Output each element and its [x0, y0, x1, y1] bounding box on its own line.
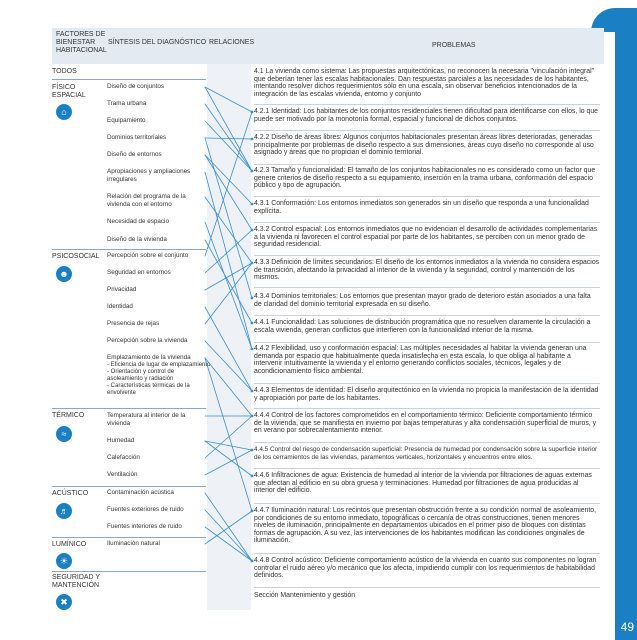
item-seguridad-entornos: Seguridad en entornos [107, 269, 171, 276]
problem-4-2-1: 4.2.1 Identidad: Los habitantes de los conjuntos residenciales tienen dificultad para identificarse con ellos, lo que puede ser motivado por la monotonía formal, espacial y funcional de dichos conjuntos. [254, 108, 598, 123]
header-relaciones: RELACIONES [209, 39, 255, 46]
thermometer-icon: ≈ [56, 426, 72, 442]
item-equipamiento: Equipamiento [107, 117, 146, 124]
problem-4-2-2: 4.2.2 Diseño de áreas libres: Algunos conjuntos habitacionales presentan áreas libres deterioradas, generadas principalmente por problemas de diseño respecto a sus dimensiones, áreas cuyo diseño no corresponde al uso asignado y áreas que no propician el dominio territorial. [254, 134, 594, 157]
problem-4-4-1: 4.4.1 Funcionalidad: Las soluciones de distribución programática que no resuelven claramente la circulación a escala vivienda, generan conflictos que interfieren con la funcionalidad interior de la misma. [254, 319, 591, 334]
problem-4-3-2: 4.3.2 Control espacial: Los entornos inmediatos que no evidencian el desarrollo de actividades complementarias a la vivienda ni favorecen el control espacial por parte de los habitantes, se perciben con un menor grado de seguridad residencial. [254, 226, 598, 249]
item-ventilacion: Ventilación [107, 471, 138, 478]
problem-4-3-1: 4.3.1 Conformación: Los entornos inmediatos son generados sin un diseño que responda a una funcionalidad explícita. [254, 200, 589, 215]
item-emplazamiento: Emplazamiento de la vivienda [107, 354, 191, 361]
item-emplazamiento-sub1: - Eficiencia de lugar de emplazamiento [107, 362, 211, 368]
ear-icon: ♬ [56, 503, 72, 519]
item-fuentes-exteriores: Fuentes exteriores de ruido [107, 506, 184, 513]
tools-icon: ✖ [56, 594, 72, 610]
problem-4-4-6: 4.4.6 Infiltraciones de agua: Existencia de humedad al interior de la vivienda por filtraciones de aguas externas que afectan al edificio en su obra gruesa y terminaciones. Humedad por filtraciones de agua producidas al interior del edificio. [254, 472, 592, 495]
problem-4-4-2: 4.4.2 Flexibilidad, uso y conformación espacial: Las múltiples necesidades al habitar la vivienda generan una demanda por espacio que habitualmente queda insatisfecha en esta escala, lo que obliga al habitante a intervenir intuitivamente la vivienda y el entorno generando conflictos sociales, técnicos, legales y de acondicionamiento físico ambiental. [254, 345, 587, 375]
house-icon: ⌂ [56, 104, 72, 120]
people-icon: ☻ [56, 266, 72, 282]
item-dominios: Dominios territoriales [107, 134, 167, 141]
header-factores-1: FACTORES DE [56, 31, 106, 38]
header-problemas: PROBLEMAS [432, 42, 476, 49]
header-factores-2: BIENESTAR [56, 39, 96, 46]
item-necesidad-espacio: Necesidad de espacio [107, 218, 169, 225]
category-todos: TODOS [52, 68, 77, 75]
problem-4-3-3: 4.3.3 Definición de límites secundarios: El diseño de los entornos inmediatos a la vivienda no considera espacios de transición, afectando la privacidad al interior de la vivienda y la seguridad, control y mantención de los mismos. [254, 259, 600, 282]
problem-4-4-8: 4.4.8 Control acústico: Deficiente comportamiento acústico de la vivienda en cuanto sus componentes no logran controlar el ruido aéreo y/o mecánico que los afecta, impidiendo cumplir con los requerimientos de habitabilidad definidos. [254, 557, 597, 580]
page-number: 49 [620, 620, 634, 634]
category-seguridad-2: MANTENCIÓN [52, 582, 100, 589]
sun-icon: ☀ [56, 553, 72, 569]
item-contaminacion-acustica: Contaminación acústica [107, 489, 174, 496]
problem-4-4-4: 4.4.4 Control de los factores comprometidos en el comportamiento térmico: Deficiente comportamiento térmico de la vivienda, que se manifiesta en invierno por bajas temperaturas y alta condensación superficial de muros, y en verano por sobrecalentamiento interior. [254, 412, 597, 435]
item-relacion-programa: Relación del programa de la vivienda con el entorno [107, 193, 186, 208]
item-percepcion-vivienda: Percepción sobre la vivienda [107, 337, 188, 344]
item-temperatura: Temperatura al interior de la vivienda [107, 412, 186, 427]
item-diseno-conjuntos: Diseño de conjuntos [107, 83, 165, 90]
problem-4-1: 4.1 La vivienda como sistema: Las propuestas arquitectónicas, no reconocen la necesaria "vinculación integral" que deberían tener las escalas habitacionales. Dan respuestas parciales a las necesidades de los habitantes, intentando resolver dichos requerimientos sólo en una escala, sin observar beneficios intencionados de la integración de las escalas vivienda, entorno y conjunto [254, 68, 595, 98]
item-diseno-vivienda: Diseño de la vivienda [107, 236, 167, 243]
category-psicosocial: PSICOSOCIAL [52, 253, 100, 260]
category-seguridad-1: SEGURIDAD Y [52, 574, 101, 581]
problem-4-4-7: 4.4.7 Iluminación natural: Los recintos que presentan obstrucción frente a su condición normal de asoleamiento, por condiciones de su entorno inmediato, topográficas o cercanía de otras construcciones, tienen menores niveles de iluminación, principalmente en departamentos ubicados en el primer piso de bloques con distintas formas de agrupación. A su vez, las intervenciones de los habitantes modifican las condiciones originales de iluminación. [254, 507, 597, 545]
item-iluminacion-natural: Iluminación natural [107, 540, 160, 547]
item-rejas: Presencia de rejas [107, 320, 160, 327]
category-acustico: ACÚSTICO [52, 490, 89, 497]
item-privacidad: Privacidad [107, 286, 137, 293]
category-termico: TÉRMICO [52, 412, 85, 419]
category-fisico-2: ESPACIAL [52, 92, 86, 99]
problem-4-2-3: 4.2.3 Tamaño y funcionalidad: El tamaño de los conjuntos habitacionales no es considerado como un factor que genere criterios de diseño respecto a su equipamiento, inserción en la trama urbana, conformación del espacio público y tipo de agrupación. [254, 167, 596, 190]
category-luminico: LUMÍNICO [52, 541, 87, 548]
item-humedad: Humedad [107, 437, 135, 444]
item-emplazamiento-sub3: - Características térmicas de la envolvente [107, 383, 190, 396]
item-apropiaciones: Apropiaciones y ampliaciones irregulares [107, 168, 191, 183]
item-emplazamiento-sub2: - Orientación y control de asoleamiento y radiación [107, 369, 175, 382]
item-diseno-entornos: Diseño de entornos [107, 151, 162, 158]
problem-4-4-3: 4.4.3 Elementos de identidad: El diseño arquitectónico en la vivienda no propicia la manifestación de la identidad y apropiación por parte de los habitantes. [254, 387, 599, 402]
section-mantenimiento: Sección Mantenimiento y gestión [254, 592, 356, 599]
item-fuentes-interiores: Fuentes interiores de ruido [107, 523, 182, 530]
item-identidad: Identidad [107, 303, 133, 310]
item-percepcion-conjunto: Percepción sobre el conjunto [107, 252, 189, 259]
header-factores-3: HABITACIONAL [56, 47, 107, 54]
problem-4-3-4: 4.3.4 Dominios territoriales: Los entornos que presentan mayor grado de deterioro están asociados a una falta de claridad del dominio territorial expresada en su diseño. [254, 293, 591, 308]
category-fisico-1: FÍSICO [52, 84, 76, 91]
item-trama-urbana: Trama urbana [107, 100, 147, 107]
item-calefaccion: Calefacción [107, 454, 140, 461]
header-sintesis: SÍNTESIS DEL DIAGNÓSTICO [108, 39, 207, 46]
problem-4-4-5: 4.4.5 Control del riesgo de condensación superficial: Presencia de humedad por condensación sobre la superficie interior de los cerramientos de las viviendas, paramentos verticales, horizontales y encuentros entre ellos. [254, 446, 598, 461]
